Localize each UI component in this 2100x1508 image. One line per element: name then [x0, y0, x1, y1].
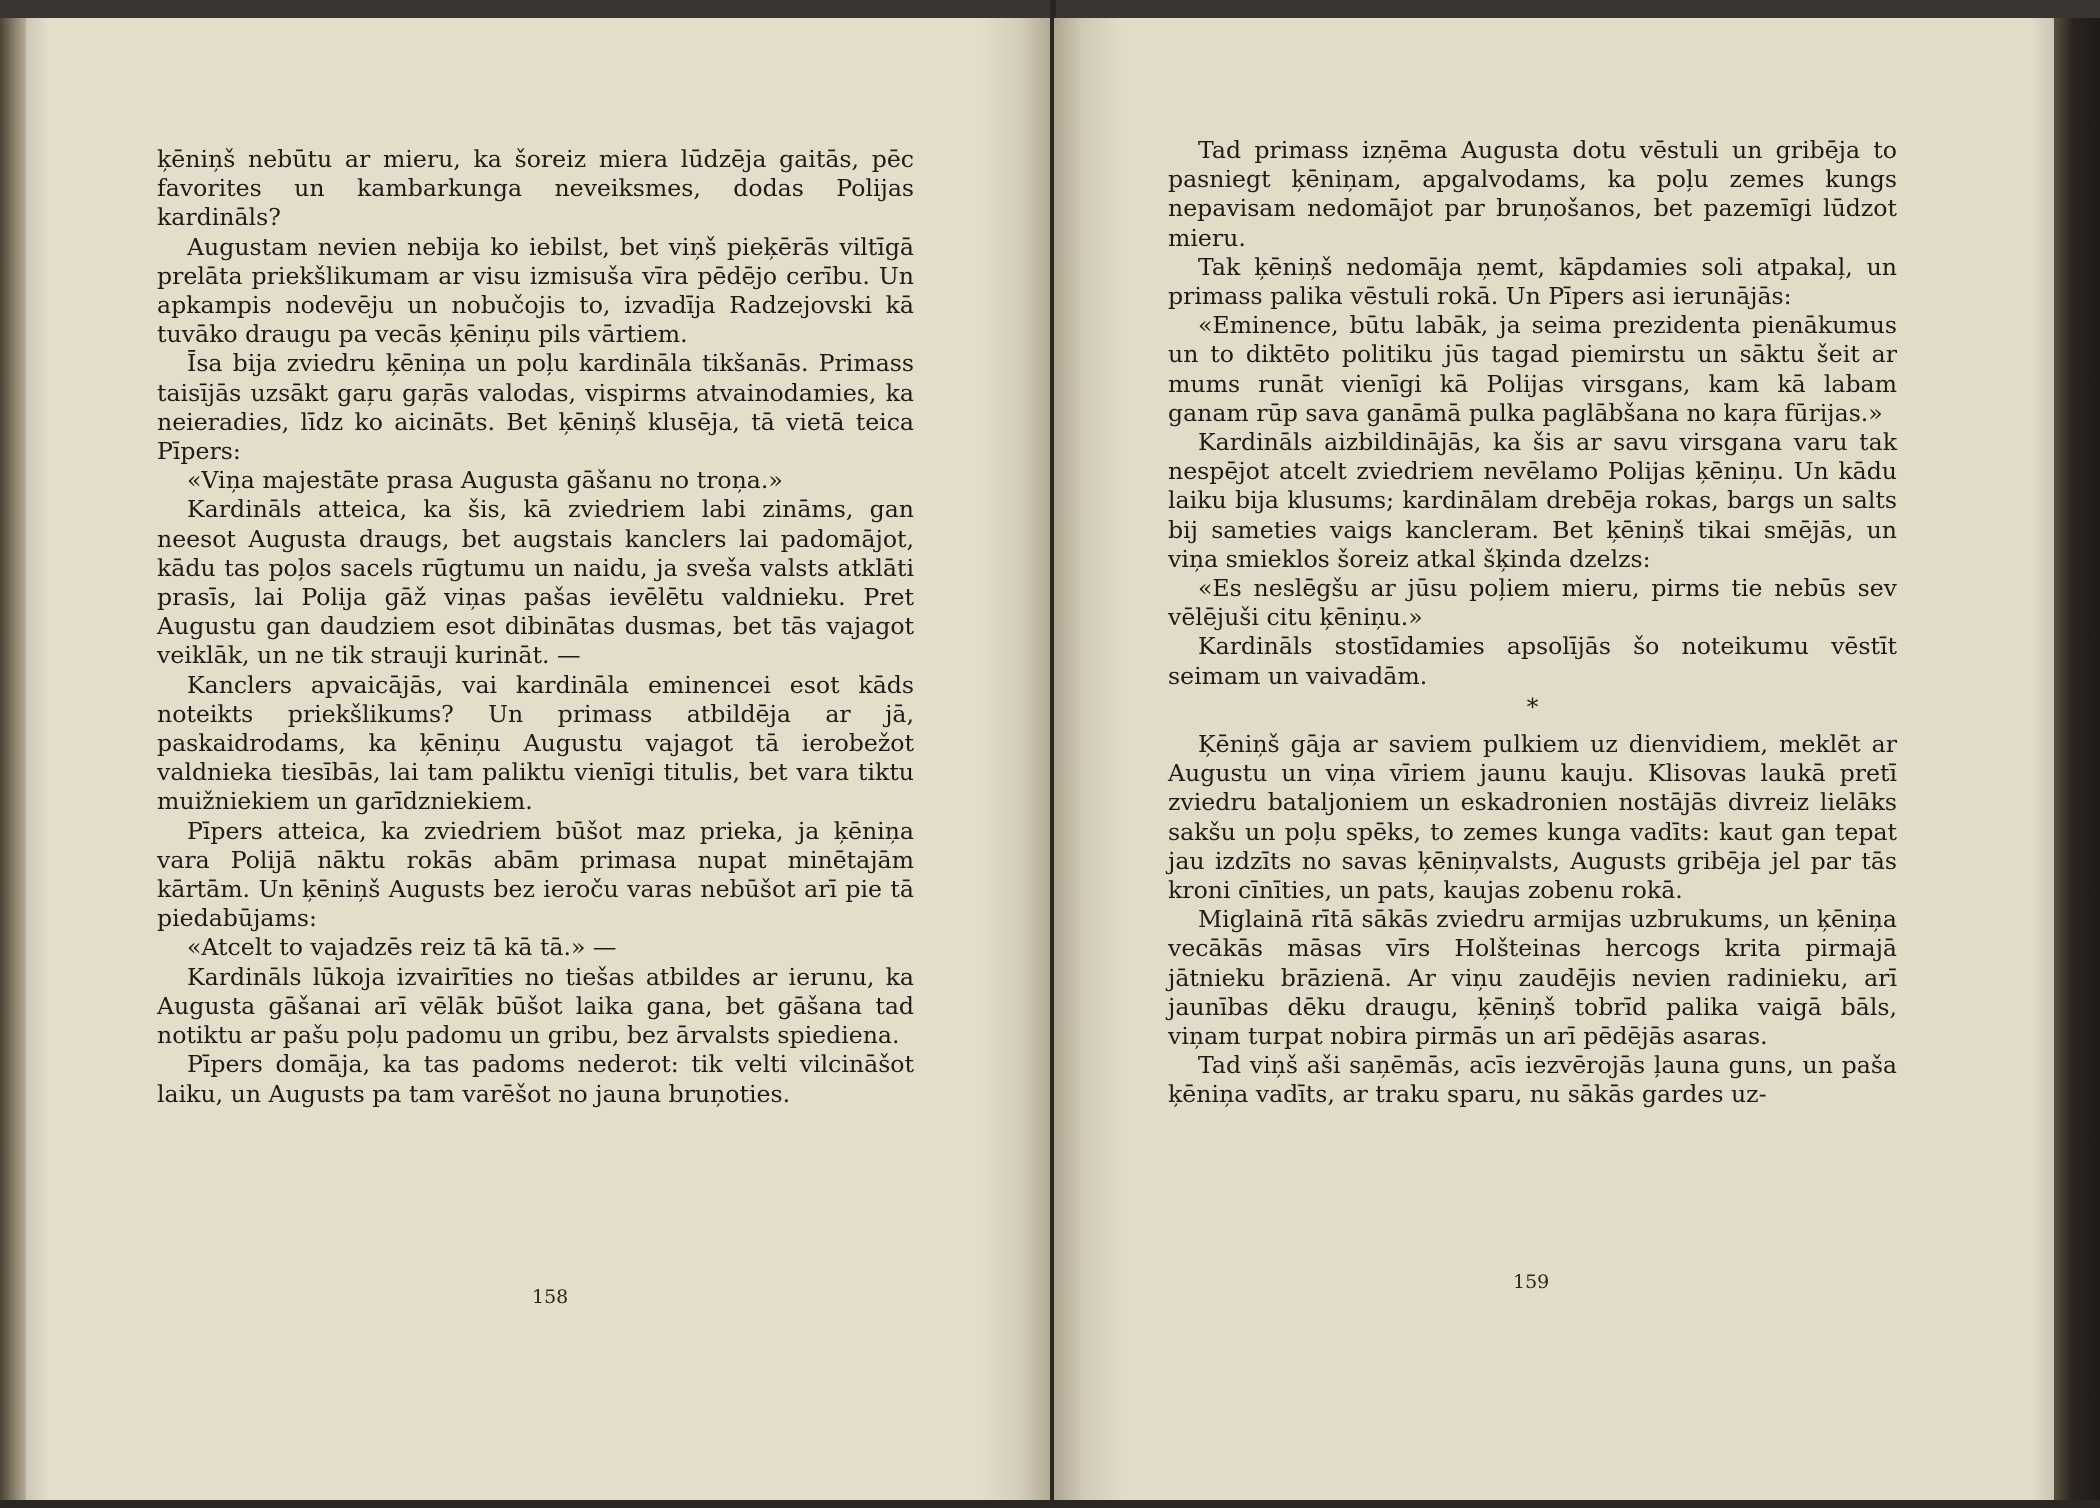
paragraph: ķēniņš nebūtu ar mieru, ka šoreiz miera lūdzēja gaitās, pēc favorites un kambarkunga neveiksmes, dodas Polijas kardināls? [157, 145, 914, 232]
paragraph: Tad viņš aši saņēmās, acīs iezvērojās ļauna guns, un paša ķēniņa vadīts, ar traku sparu, nu sākās gardes uz- [1168, 1051, 1897, 1109]
book-cover-edge [2054, 18, 2100, 1500]
paragraph: Pīpers atteica, ka zviedriem būšot maz prieka, ja ķēniņa vara Polijā nāktu rokās abām primasa nupat minētajām kārtām. Un ķēniņš Augusts bez ieroču varas nebūšot arī pie tā piedabūjams: [157, 816, 914, 933]
paragraph: Kardināls atteica, ka šis, kā zviedriem labi zināms, gan neesot Augusta draugs, bet augstais kanclers lai padomājot, kādu tas poļos sacels rūgtumu un naidu, ja sveša valsts atklāti prasīs, lai Polija gāž viņas pašas ievēlētu valdnieku. Pret Augustu gan daudziem esot dibinātas dusmas, bet tās vajagot veiklāk, un ne tik strauji kurināt. — [157, 495, 914, 670]
paragraph: Miglainā rītā sākās zviedru armijas uzbrukums, un ķēniņa vecākās māsas vīrs Holšteinas hercogs krita pirmajā jātnieku brāzienā. Ar viņu zaudējis nevien radinieku, arī jaunības dēku draugu, ķēniņš tobrīd palika vaigā bāls, viņam turpat nobira pirmās un arī pēdējās asaras. [1168, 905, 1897, 1051]
paragraph: «Eminence, būtu labāk, ja seima prezidenta pienākumus un to diktēto politiku jūs tagad piemirstu un sāktu šeit ar mums runāt vienīgi kā Polijas virsgans, kam kā labam ganam rūp sava ganāmā pulka paglābšana no kaŗa fūrijas.» [1168, 311, 1897, 427]
page-number-right: 159 [1513, 1271, 1550, 1293]
page-number-left: 158 [532, 1286, 569, 1308]
paragraph: Kardināls aizbildinājās, ka šis ar savu virsgana varu tak nespējot atcelt zviedriem nevēlamo Polijas ķēniņu. Un kādu laiku bija klusums; kardinālam drebēja rokas, bargs un salts bij sameties vaigs kancleram. Bet ķēniņš tikai smējās, un viņa smieklos šoreiz atkal šķinda dzelzs: [1168, 428, 1897, 573]
paragraph: Īsa bija zviedru ķēniņa un poļu kardināla tikšanās. Primass taisījās uzsākt gaŗu gaŗās valodas, vispirms atvainodamies, ka neieradies, līdz ko aicināts. Bet ķēniņš klusēja, tā vietā teica Pīpers: [157, 349, 914, 466]
left-page-text [157, 145, 914, 1109]
left-page-edge [0, 18, 26, 1500]
section-separator: * [1526, 692, 1539, 721]
paragraph: Kanclers apvaicājās, vai kardināla eminencei esot kāds noteikts priekšlikums? Un primass atbildēja ar jā, paskaidrodams, ka ķēniņu Augustu vajagot tā ierobežot valdnieka tiesībās, lai tam paliktu vienīgi titulis, bet vara tiktu muižniekiem un garīdzniekiem. [157, 670, 914, 816]
paragraph: Tad primass izņēma Augusta dotu vēstuli un gribēja to pasniegt ķēniņam, apgalvodams, ka poļu zemes kungs nepavisam nedomājot par bruņošanos, bet pazemīgi lūdzot mieru. [1168, 136, 1897, 252]
paragraph: Kardināls lūkoja izvairīties no tiešas atbildes ar ierunu, ka Augusta gāšanai arī vēlāk būšot laika gana, bet gāšana tad notiktu ar pašu poļu padomu un gribu, bez ārvalsts spiediena. [157, 962, 914, 1050]
paragraph: Tak ķēniņš nedomāja ņemt, kāpdamies soli atpakaļ, un primass palika vēstuli rokā. Un Pīpers asi ierunājās: [1168, 252, 1897, 311]
right-page-text [1168, 136, 1897, 1110]
paragraph: Kardināls stostīdamies apsolījās šo noteikumu vēstīt seimam un vaivadām. [1168, 632, 1897, 690]
paragraph: «Viņa majestāte prasa Augusta gāšanu no troņa.» [187, 466, 783, 495]
paragraph: Pīpers domāja, ka tas padoms nederot: tik velti vilcināšot laiku, un Augusts pa tam varēšot no jauna bruņoties. [157, 1050, 914, 1108]
paragraph: «Es neslēgšu ar jūsu poļiem mieru, pirms tie nebūs sev vēlējuši citu ķēniņu.» [1168, 574, 1897, 632]
paragraph: Augustam nevien nebija ko iebilst, bet viņš pieķērās viltīgā prelāta priekšlikumam ar visu izmisuša vīra pēdējo cerību. Un apkampis nodevēju un nobučojis to, izvadīja Radzejovski kā tuvāko draugu pa vecās ķēniņu pils vārtiem. [157, 232, 914, 349]
paragraph: «Atcelt to vajadzēs reiz tā kā tā.» — [187, 933, 617, 962]
paragraph: Ķēniņš gāja ar saviem pulkiem uz dienvidiem, meklēt ar Augustu un viņa vīriem jaunu kauju. Klisovas laukā pretī zviedru bataljoniem un eskadronien nostājās divreiz lielāks sakšu un poļu spēks, to zemes kunga vadīts: kaut gan tepat jau izdzīts no savas ķēniņvalsts, Augusts gribēja jel par tās kroni cīnīties, un pats, kaujas zobenu rokā. [1168, 730, 1897, 905]
